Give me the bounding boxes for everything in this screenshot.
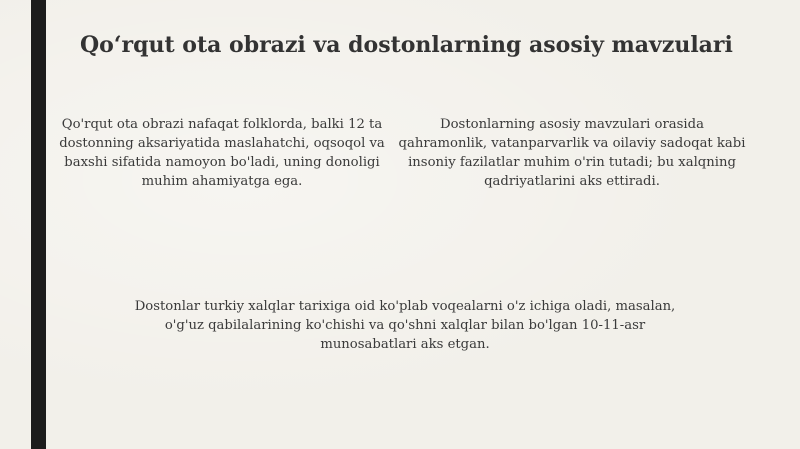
left-text-block: Qo'rqut ota obrazi nafaqat folklorda, balki 12 ta dostonning aksariyatida maslahatchi, oqsoqol va baxshi sifatida namoyon bo'ladi, uning donoligi muhim ahamiyatga ega. (59, 117, 385, 189)
bottom-text-block: Dostonlar turkiy xalqlar tarixiga oid ko'plab voqealarni o'z ichiga oladi, masalan, o'g'uz qabilalarining ko'chishi va qo'shni xalqlar bilan bo'lgan 10-11-asr munosabatlari aks etgan. (134, 299, 676, 352)
accent-bar (31, 0, 46, 449)
right-text-block: Dostonlarning asosiy mavzulari orasida qahramonlik, vatanparvarlik va oilaviy sadoqat kabi insoniy fazilatlar muhim o'rin tutadi; bu xalqning qadriyatlarini aks ettiradi. (398, 117, 746, 189)
slide-title: Qo‘rqut ota obrazi va dostonlarning asosiy mavzulari (80, 32, 733, 58)
